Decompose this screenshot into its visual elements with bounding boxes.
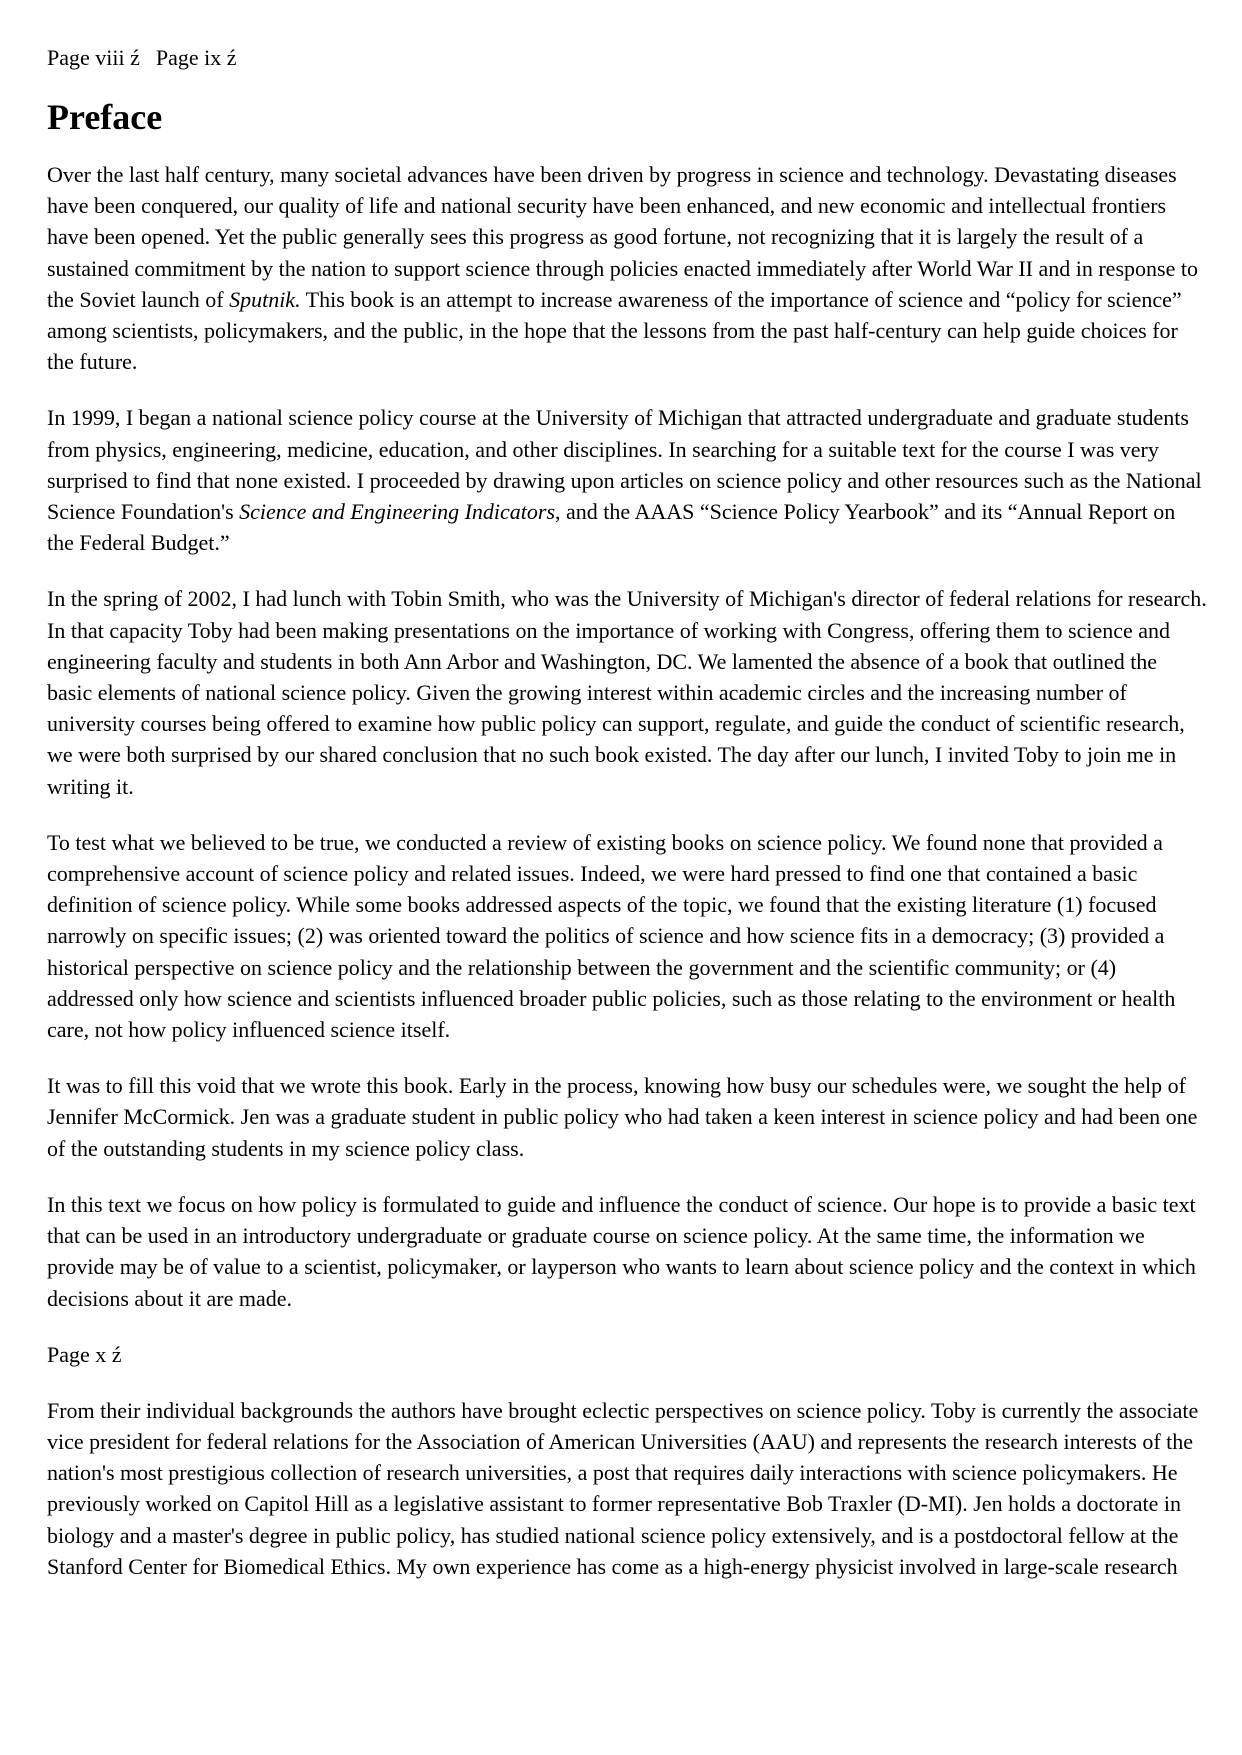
paragraph-7: From their individual backgrounds the authors have brought eclectic perspectives on science policy. Toby is currently the associate vice president for federal relations for the Association of American Universities (AAU) and represents the research interests of the nation's most prestigious collection of research universities, a post that requires daily interactions with science policymakers. He previously worked on Capitol Hill as a legislative assistant to former representative Bob Traxler (D-MI). Jen holds a doctorate in biology and a master's degree in public policy, has studied national science policy extensively, and is a postdoctoral fellow at the Stanford Center for Biomedical Ethics. My own experience has come as a high-energy physicist involved in large-scale research bbox=[47, 1397, 1199, 1579]
italic-sputnik: Sputnik. bbox=[229, 286, 301, 312]
paragraph-4: To test what we believed to be true, we conducted a review of existing books on science policy. We found none that provided a comprehensive account of science policy and related issues. Indeed, we were hard pressed to find one that contained a basic definition of science policy. While some books addressed aspects of the topic, we found that the existing literature (1) focused narrowly on specific issues; (2) was oriented toward the politics of science and how science fits in a democracy; (3) provided a historical perspective on science policy and the relationship between the government and the scientific community; or (4) addressed only how science and scientists influenced broader public policies, such as those relating to the environment or health care, not how policy influenced science itself. bbox=[47, 829, 1176, 1043]
page-marker-viii: Page viii ź bbox=[47, 45, 140, 70]
page-title: Preface bbox=[47, 97, 163, 137]
document-page bbox=[47, 42, 1207, 1607]
paragraph-2: In 1999, I began a national science policy course at the University of Michigan that attracted undergraduate and graduate students from physics, engineering, medicine, education, and other disciplines. In searching for a suitable text for the course I was very surprised to find that none existed. I proceeded by drawing upon articles on science policy and other resources such as the National Science Foundation's Science and Engineering Indicators, and the AAAS “Science Policy Yearbook” and its “Annual Report on the Federal Budget.” bbox=[47, 405, 1202, 556]
paragraph-5: It was to fill this void that we wrote this book. Early in the process, knowing how busy our schedules were, we sought the help of Jennifer McCormick. Jen was a graduate student in public policy who had taken a keen interest in science policy and had been one of the outstanding students in my science policy class. bbox=[47, 1073, 1198, 1161]
page-marker-x: Page x ź bbox=[47, 1341, 122, 1367]
page-marker-header bbox=[47, 42, 1207, 73]
page-marker-ix: Page ix ź bbox=[155, 45, 237, 70]
paragraph-6: In this text we focus on how policy is formulated to guide and influence the conduct of science. Our hope is to provide a basic text that can be used in an introductory undergraduate or graduate course on science policy. At the same time, the information we provide may be of value to a scientist, policymaker, or layperson who wants to learn about science policy and the context in which decisions about it are made. bbox=[47, 1191, 1196, 1311]
paragraph-3: In the spring of 2002, I had lunch with Tobin Smith, who was the University of Michigan's director of federal relations for research. In that capacity Toby had been making presentations on the importance of working with Congress, offering them to science and engineering faculty and students in both Ann Arbor and Washington, DC. We lamented the absence of a book that outlined the basic elements of national science policy. Given the growing interest within academic circles and the increasing number of university courses being offered to examine how public policy can support, regulate, and guide the conduct of scientific research, we were both surprised by our shared conclusion that no such book existed. The day after our lunch, I invited Toby to join me in writing it. bbox=[47, 586, 1207, 799]
italic-indicators: Science and Engineering Indicators bbox=[239, 499, 556, 525]
paragraph-1: Over the last half century, many societal advances have been driven by progress in science and technology. Devastating diseases have been conquered, our quality of life and national security have been enhanced, and new economic and intellectual frontiers have been opened. Yet the public generally sees this progress as good fortune, not recognizing that it is largely the result of a sustained commitment by the nation to support science through policies enacted immediately after World War II and in response to the Soviet launch of Sputnik. This book is an attempt to increase awareness of the importance of science and “policy for science” among scientists, policymakers, and the public, in the hope that the lessons from the past half-century can help guide choices for the future. bbox=[47, 162, 1198, 375]
